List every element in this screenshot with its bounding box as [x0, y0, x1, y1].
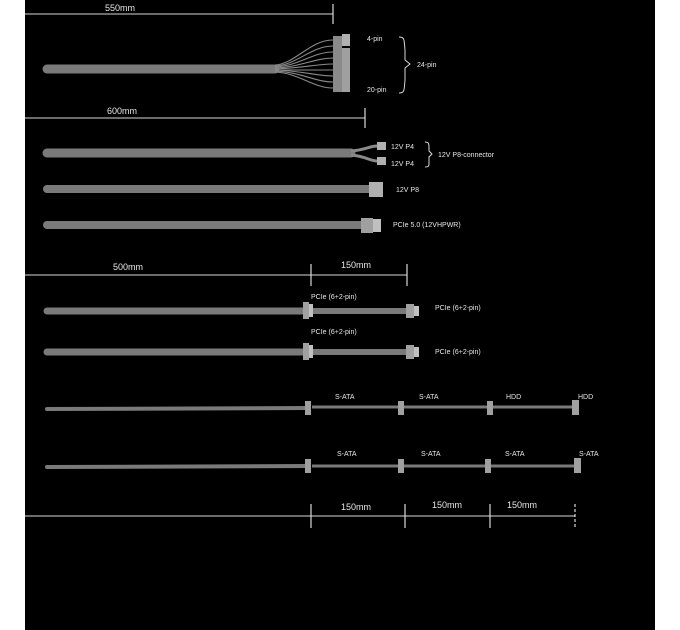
pcie-end-label-1: PCIe (6+2-pin) [435, 305, 481, 312]
atx-brace [399, 37, 410, 93]
atx-4pin-label: 4-pin [367, 36, 383, 43]
dimension-500-label: 500mm [113, 262, 144, 272]
p8-connector-label: 12V P8-connector [438, 152, 495, 159]
sata2-label-3: S-ATA [505, 451, 525, 458]
sata2-label-2: S-ATA [421, 451, 441, 458]
p4-connector-1 [377, 142, 386, 150]
sata1-label-4: HDD [578, 394, 594, 401]
pcie5-cable [47, 218, 461, 233]
sata-dim-label-3: 150mm [507, 500, 538, 510]
sata1-label-2: S-ATA [419, 394, 439, 401]
pcie-end-label-2: PCIe (6+2-pin) [435, 349, 481, 356]
atx-24pin-label: 24-pin [417, 62, 437, 69]
dimension-150-label: 150mm [341, 260, 372, 270]
p4-connector-2 [377, 157, 386, 165]
sata2-label-4: S-ATA [579, 451, 599, 458]
dimension-550 [25, 3, 333, 24]
dimension-sata [25, 500, 575, 528]
pcie-end-connector-1 [414, 306, 419, 316]
sata-connector-1 [305, 401, 311, 415]
sata1-label-1: S-ATA [335, 394, 355, 401]
sata2-connector-4 [574, 458, 581, 473]
dimension-600 [25, 106, 365, 128]
atx-4pin-connector [342, 34, 350, 46]
sata-dim-label-1: 150mm [341, 502, 372, 512]
sata-connector-2 [398, 401, 404, 415]
atx-20pin-label: 20-pin [367, 87, 387, 94]
atx-wire-fan [275, 40, 333, 88]
pcie-end-connector-2 [414, 347, 419, 357]
hdd-connector-1 [487, 401, 493, 415]
dimension-600-label: 600mm [107, 106, 138, 116]
pcie-cable-2 [47, 329, 481, 360]
pcie-cable-1 [47, 294, 481, 319]
cpu-split-cable [47, 142, 495, 168]
sata2-label-1: S-ATA [337, 451, 357, 458]
pcie-mid-label-2: PCIe (6+2-pin) [311, 329, 357, 336]
12vhpwr-connector [373, 219, 381, 232]
sata2-connector-3 [485, 459, 491, 473]
dimension-550-label: 550mm [105, 3, 136, 13]
sata-cable [47, 451, 599, 473]
p4-label-2: 12V P4 [391, 161, 414, 168]
cable-diagram [25, 0, 655, 630]
pcie5-label: PCIe 5.0 (12VHPWR) [393, 222, 461, 229]
sata-hdd-cable [47, 394, 593, 415]
sata2-connector-2 [398, 459, 404, 473]
pcie-mid-connector-1 [309, 304, 313, 317]
p8-connector [369, 182, 383, 197]
sata2-connector-1 [305, 459, 311, 473]
atx-20pin-connector [342, 48, 350, 92]
cpu-p8-cable [47, 182, 419, 197]
sata1-label-3: HDD [506, 394, 522, 401]
pcie-mid-label-1: PCIe (6+2-pin) [311, 294, 357, 301]
dimension-pcie [25, 260, 407, 286]
hdd-connector-2 [572, 400, 579, 415]
p8-brace [425, 142, 432, 167]
atx-24pin-cable [47, 34, 437, 94]
p8-label: 12V P8 [396, 187, 419, 194]
p4-label-1: 12V P4 [391, 144, 414, 151]
sata-dim-label-2: 150mm [432, 500, 463, 510]
pcie-mid-connector-2 [309, 345, 313, 358]
cable-diagram-panel [25, 0, 655, 630]
